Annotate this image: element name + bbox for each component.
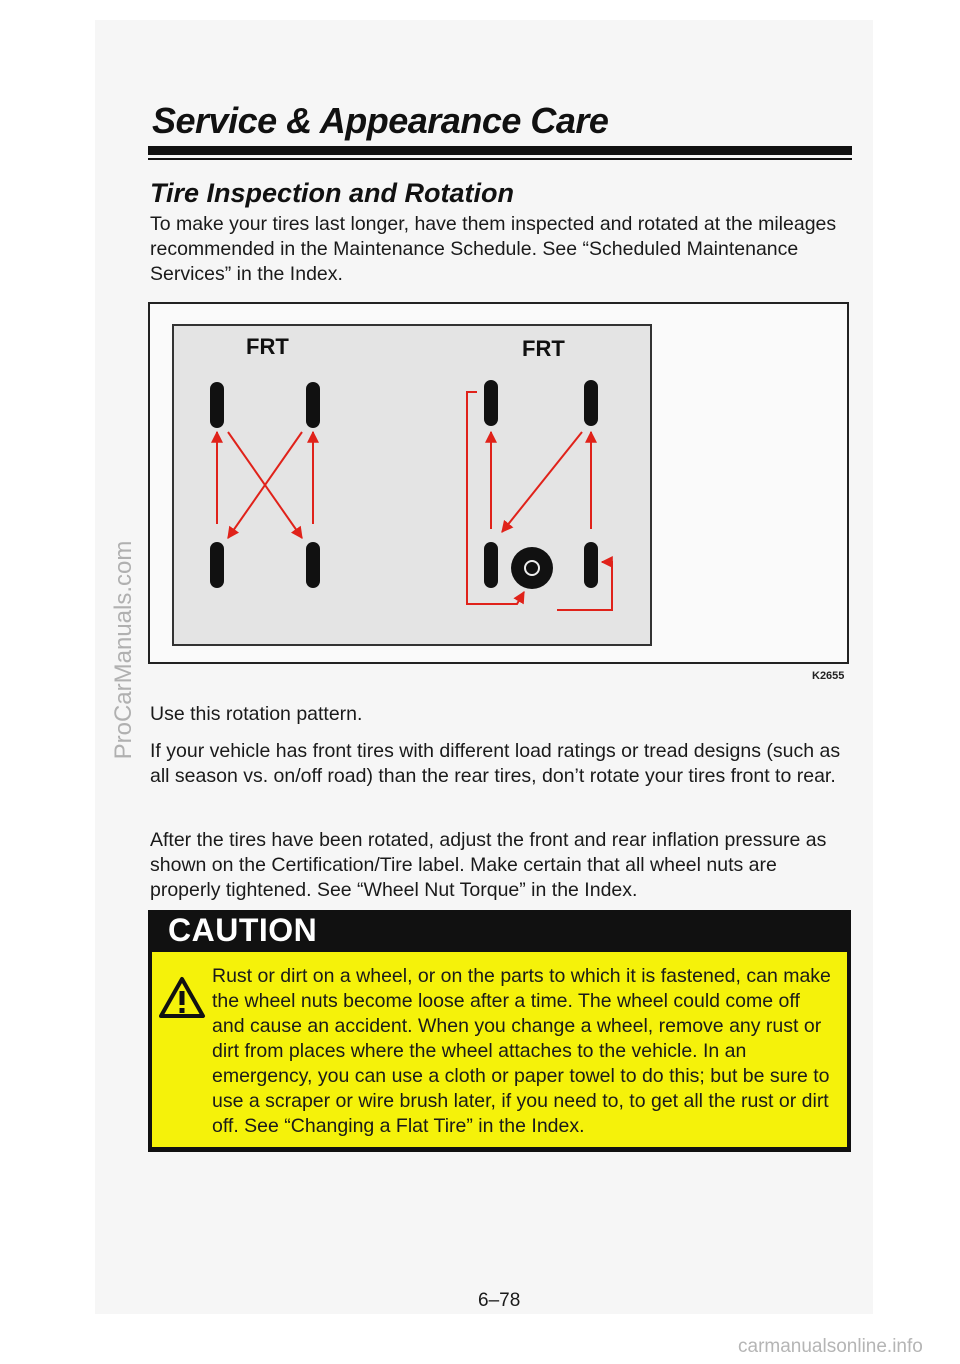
warning-triangle-icon <box>158 976 206 1020</box>
caution-text: Rust or dirt on a wheel, or on the parts to which it is fastened, can make the wheel nuts become loose after a time. The wheel could come off and cause an accident. When you change a wheel, remove any rust or dirt from places where the wheel attaches to the vehicle. In an emergency, you can use a cloth or paper towel to do this; but be sure to use a scraper or wire brush later, if you need to, to get all the rust or dirt off. See “Changing a Flat Tire” in the Index. <box>212 965 831 1137</box>
paragraph-mixed-tires: If your vehicle has front tires with different load ratings or tread designs (such as all season vs. on/off road) than the rear tires, don’t rotate your tires front to rear. <box>150 740 841 787</box>
bottom-watermark: carmanualsonline.info <box>738 1336 923 1357</box>
tire-left-rear-r <box>306 542 320 588</box>
side-watermark: ProCarManuals.com <box>110 540 137 760</box>
header-rule-thin <box>148 158 852 160</box>
section-heading: Tire Inspection and Rotation <box>150 178 515 208</box>
right-frt-label: FRT <box>522 336 565 361</box>
tire-left-rear-l <box>210 542 224 588</box>
intro-paragraph: To make your tires last longer, have them inspected and rotated at the mileages recommended in the Maintenance Schedule. See “Scheduled Maintenance Services” in the Index. <box>150 213 837 285</box>
paragraph-after-rotation: After the tires have been rotated, adjust the front and rear inflation pressure as shown on the Certification/Tire label. Make certain that all wheel nuts are properly tightened. See “Wheel Nut Torque” in the Index. <box>150 829 827 901</box>
tire-right-rear-l <box>484 542 498 588</box>
tire-left-front-r <box>306 382 320 428</box>
tire-right-front-l <box>484 380 498 426</box>
spare-tire-icon <box>511 547 553 589</box>
arrow-front-right-diag <box>502 432 582 532</box>
tire-rotation-diagram <box>172 324 652 646</box>
page-title: Service & Appearance Care <box>152 100 609 141</box>
caution-title: CAUTION <box>168 912 318 948</box>
header-rule <box>148 146 852 155</box>
figure-code: K2655 <box>812 670 845 682</box>
paragraph-pattern: Use this rotation pattern. <box>150 703 363 725</box>
page-number: 6–78 <box>478 1290 521 1311</box>
tire-right-front-r <box>584 380 598 426</box>
tire-left-front-l <box>210 382 224 428</box>
tire-right-rear-r <box>584 542 598 588</box>
left-frt-label: FRT <box>246 334 289 359</box>
